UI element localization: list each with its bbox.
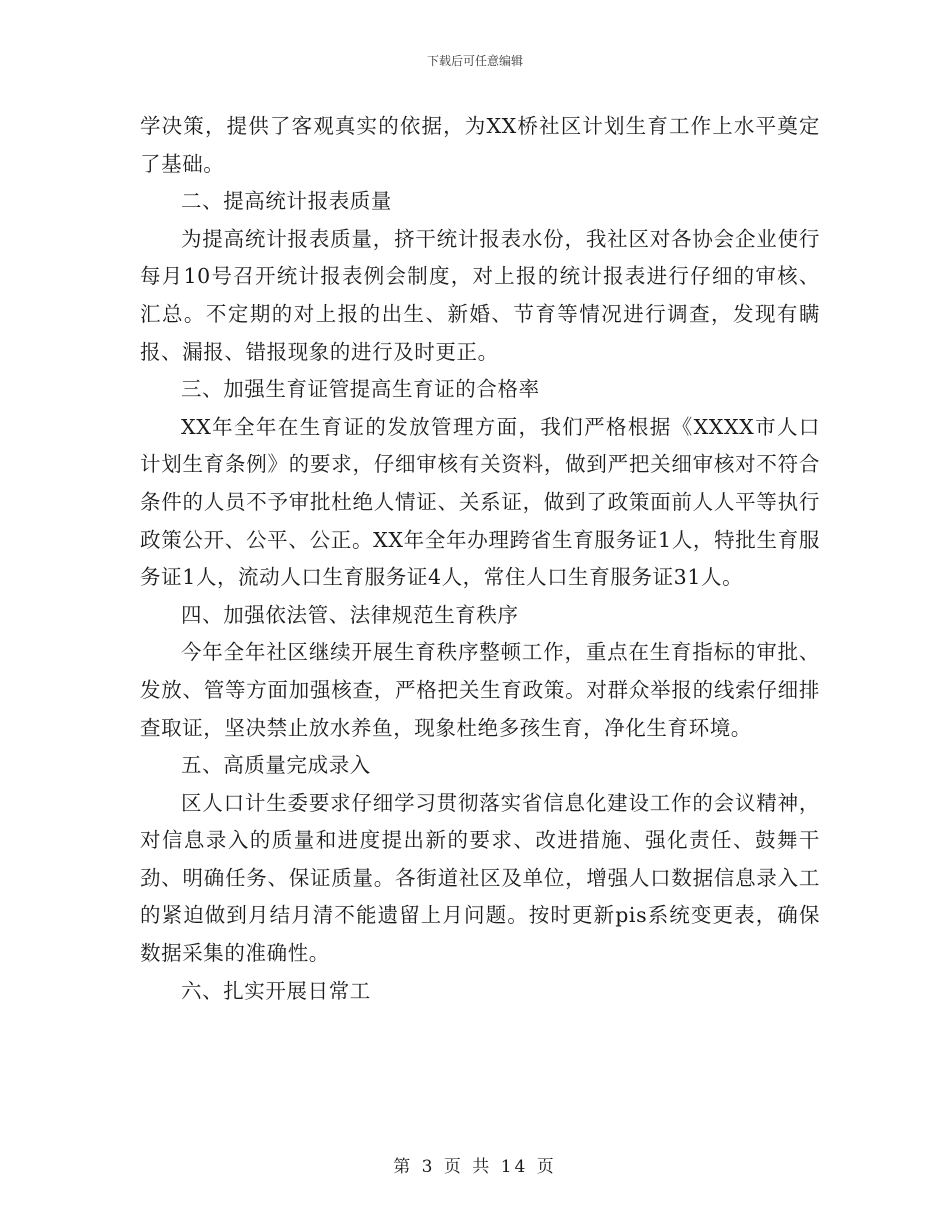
document-body bbox=[140, 108, 820, 1010]
paragraph-section-2: 为提高统计报表质量，挤干统计报表水份，我社区对各协会企业使行每月10号召开统计报表例会制度，对上报的统计报表进行仔细的审核、汇总。不定期的对上报的出生、新婚、节育等情况进行调查，发现有瞒报、漏报、错报现象的进行及时更正。 bbox=[140, 226, 820, 364]
section-heading-4: 四、加强依法管、法律规范生育秩序 bbox=[181, 602, 519, 627]
section-heading-6: 六、扎实开展日常工 bbox=[181, 978, 371, 1003]
section-heading-5: 五、高质量完成录入 bbox=[181, 753, 371, 778]
paragraph-section-3: XX年全年在生育证的发放管理方面，我们严格根据《XXXX市人口计划生育条例》的要求，仔细审核有关资料，做到严把关细审核对不符合条件的人员不予审批杜绝人情证、关系证，做到了政策面前人人平等执行政策公开、公平、公正。XX年全年办理跨省生育服务证1人，特批生育服务证1人，流动人口生育服务证4人，常住人口生育服务证31人。 bbox=[140, 414, 820, 590]
section-heading-3: 三、加强生育证管提高生育证的合格率 bbox=[181, 377, 540, 402]
paragraph-section-5: 区人口计生委要求仔细学习贯彻落实省信息化建设工作的会议精神，对信息录入的质量和进度提出新的要求、改进措施、强化责任、鼓舞干劲、明确任务、保证质量。各街道社区及单位，增强人口数据信息录入工的紧迫做到月结月清不能遗留上月问题。按时更新pis系统变更表，确保数据采集的准确性。 bbox=[140, 790, 820, 966]
paragraph-section-4: 今年全年社区继续开展生育秩序整顿工作，重点在生育指标的审批、发放、管等方面加强核查，严格把关生育政策。对群众举报的线索仔细排查取证，坚决禁止放水养鱼，现象杜绝多孩生育，净化生育环境。 bbox=[140, 640, 820, 740]
section-heading-2: 二、提高统计报表质量 bbox=[181, 189, 392, 214]
paragraph-intro: 学决策，提供了客观真实的依据，为XX桥社区计划生育工作上水平奠定了基础。 bbox=[140, 114, 820, 176]
page-header: 下载后可任意编辑 bbox=[426, 54, 523, 68]
page-footer: 第 3 页 共 14 页 bbox=[393, 1157, 557, 1177]
